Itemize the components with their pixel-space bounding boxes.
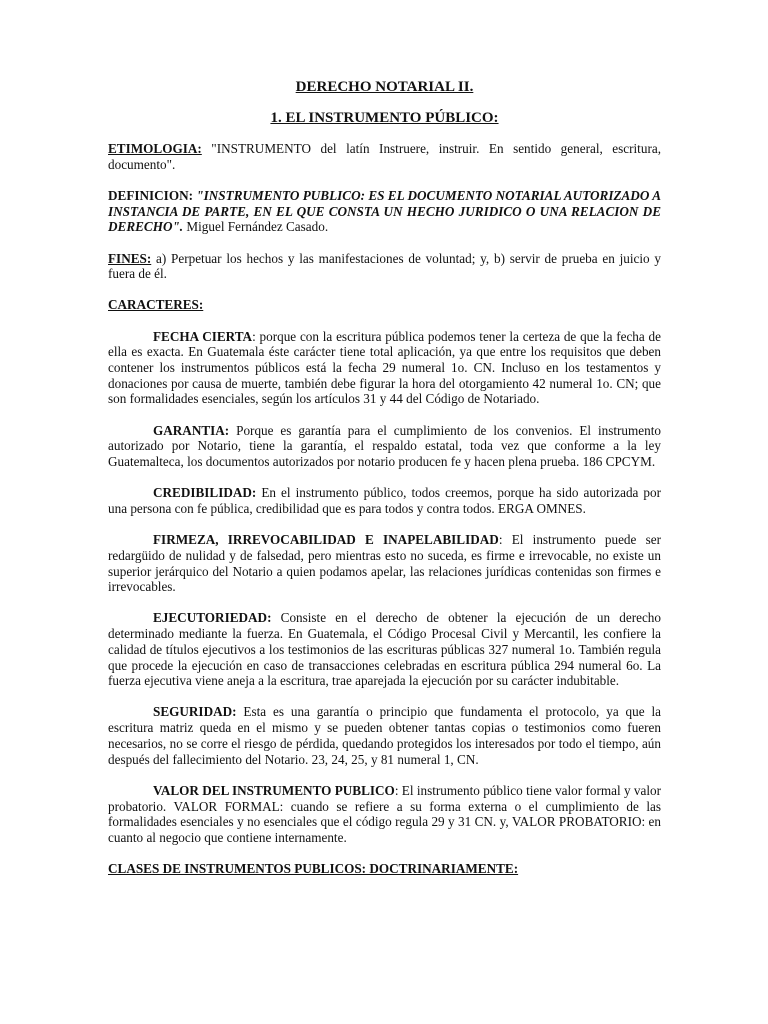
caracter-paragraph-valor (108, 783, 661, 846)
caracter-paragraph-firmeza (108, 532, 661, 595)
etimologia-text: "INSTRUMENTO del latín Instruere, instruir. En sentido general, escritura, documento". (108, 141, 661, 172)
document-page (108, 78, 661, 892)
caracter-label: GARANTIA: (153, 422, 230, 438)
caracter-label: FECHA CIERTA (153, 328, 253, 344)
caracter-text: : El instrumento puede ser redargüido de nulidad y de falsedad, pero mientras esto no suceda, es firme e irrevocable, no existe un superior jerárquico del Notario a quien podamos apelar, las relaciones jurídicas contenidas son firmes e irrevocables. (108, 532, 661, 595)
caracter-paragraph-fecha-cierta (108, 329, 661, 408)
etimologia-paragraph (108, 141, 661, 172)
definicion-label: DEFINICION: (108, 187, 193, 203)
caracter-label: VALOR DEL INSTRUMENTO PUBLICO (153, 782, 395, 798)
caracter-paragraph-credibilidad (108, 485, 661, 516)
caracter-label: SEGURIDAD: (153, 704, 237, 720)
definicion-paragraph (108, 188, 661, 235)
etimologia-label: ETIMOLOGIA: (108, 141, 202, 156)
caracter-paragraph-seguridad (108, 704, 661, 767)
caracter-label: FIRMEZA, IRREVOCABILIDAD E INAPELABILIDAD (153, 532, 499, 548)
fines-paragraph (108, 251, 661, 282)
caracteres-heading: CARACTERES: (108, 297, 204, 313)
caracter-label: EJECUTORIEDAD: (153, 610, 272, 626)
definicion-author: Miguel Fernández Casado. (183, 219, 329, 235)
caracter-paragraph-ejecutoriedad (108, 610, 661, 689)
document-title: DERECHO NOTARIAL II. (295, 79, 474, 95)
caracter-text: Consiste en el derecho de obtener la ejecución de un derecho determinado mediante la fuerza. En Guatemala, el Código Procesal Civil y Mercantil, les confiere la calidad de títulos ejecutivos a los testimonios de las escrituras públicas 327 numeral 1o. También regula que procede la ejecución en caso de transacciones celebradas en escritura pública 294 numeral 6o. La fuerza ejecutiva viene aneja a la escritura, trae aparejada la ejecución por su carácter indubitable. (108, 610, 661, 689)
clases-heading: CLASES DE INSTRUMENTOS PUBLICOS: DOCTRINARIAMENTE: (108, 861, 519, 877)
caracter-paragraph-garantia (108, 423, 661, 470)
caracter-text: En el instrumento público, todos creemos, porque ha sido autorizada por una persona con fe pública, credibilidad que es para todos y contra todos. ERGA OMNES. (108, 485, 661, 516)
definicion-quote: "INSTRUMENTO PUBLICO: ES EL DOCUMENTO NOTARIAL AUTORIZADO A INSTANCIA DE PARTE, EN EL QUE CONSTA UN HECHO JURIDICO O UNA RELACION DE DERECHO". (108, 187, 661, 235)
fines-text: a) Perpetuar los hechos y las manifestaciones de voluntad; y, b) servir de prueba en juicio y fuera de él. (108, 250, 661, 282)
caracter-text: : El instrumento público tiene valor formal y valor probatorio. VALOR FORMAL: cuando se refiere a su forma externa o el cumplimiento de las formalidades esenciales y no esenciales que el código regula 29 y 31 CN. y, VALOR PROBATORIO: en cuanto al negocio que contiene internamente. (108, 782, 661, 845)
caracter-text: Porque es garantía para el cumplimiento de los convenios. El instrumento autorizado por Notario, tiene la garantía, el respaldo estatal, toda vez que conforme a la ley Guatemalteca, los documentos autorizados por notario producen fe y hacen plena prueba. 186 CPCYM. (108, 422, 661, 470)
section-title: 1. EL INSTRUMENTO PÚBLICO: (270, 110, 499, 126)
fines-label: FINES: (108, 250, 152, 266)
caracter-text: Esta es una garantía o principio que fundamenta el protocolo, ya que la escritura matriz queda en el mismo y se pueden obtener tantas copias o testimonios como fueren necesarios, no se corre el riesgo de pérdida, quedando protegidos los interesados por todo el tiempo, aún después del fallecimiento del Notario. 23, 24, 25, y 81 numeral 1, CN. (108, 704, 661, 767)
caracter-label: CREDIBILIDAD: (153, 485, 257, 501)
caracter-text: : porque con la escritura pública podemos tener la certeza de que la fecha de ella es exacta. En Guatemala éste carácter tiene total aplicación, ya que entre los requisitos que deben contener los instrumentos públicos está la fecha 29 numeral 1o. CN. Incluso en los testamentos y donaciones por causa de muerte, también debe figurar la hora del otorgamiento 42 numeral 1o. CN; que son formalidades esenciales, según los artículos 31 y 44 del Código de Notariado. (108, 328, 661, 407)
